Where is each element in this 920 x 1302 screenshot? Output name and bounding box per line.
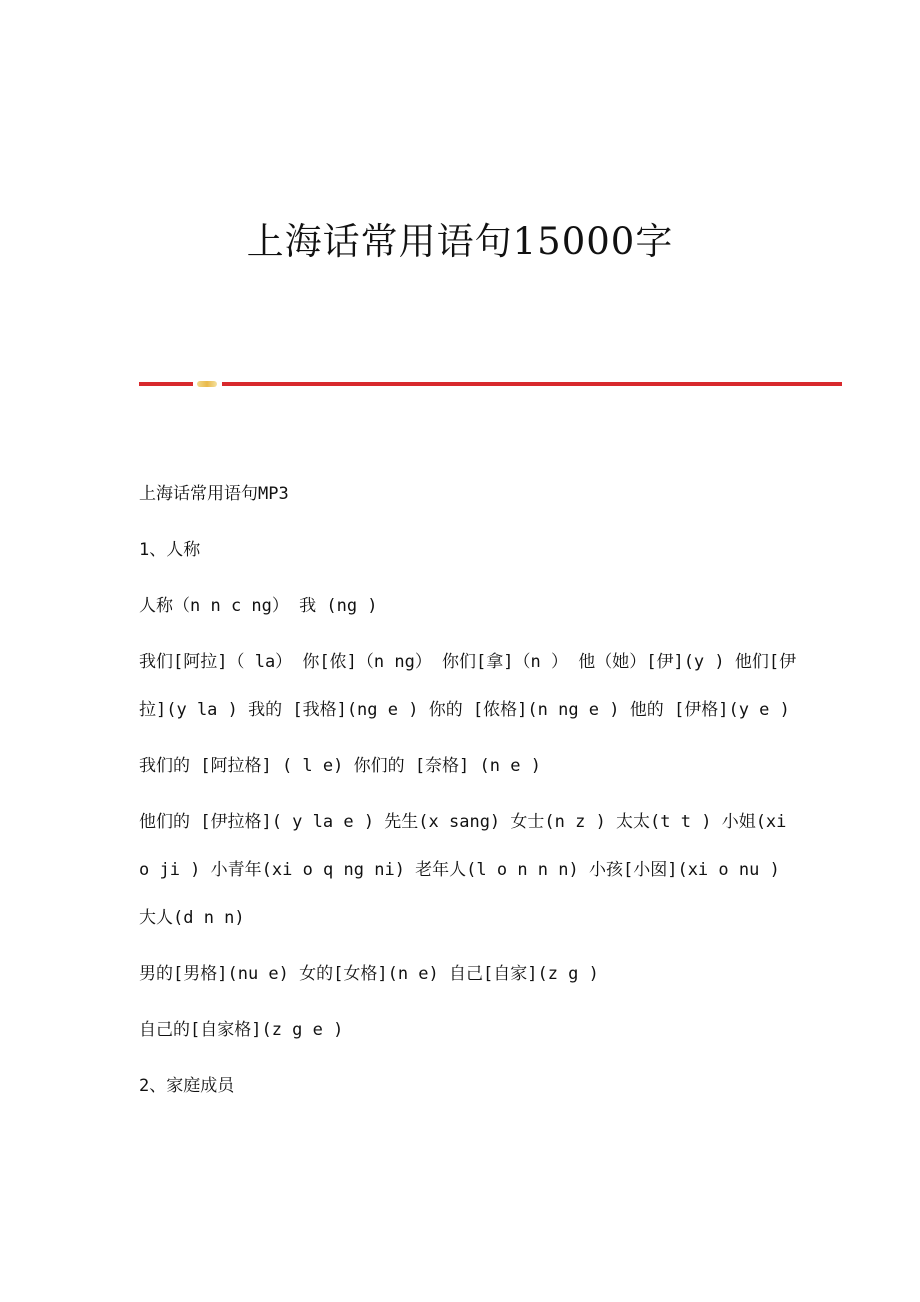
page-title: 上海话常用语句15000字 <box>246 220 674 263</box>
divider-bar-right <box>222 382 842 386</box>
section-heading: 2、家庭成员 <box>139 1076 235 1096</box>
body-paragraph: 自己的[自家格](z g e ) <box>139 1020 344 1040</box>
divider-ornament-icon <box>197 381 217 387</box>
document-body <box>139 470 799 1118</box>
title-divider <box>139 381 842 387</box>
body-paragraph: 男的[男格](nu e) 女的[女格](n e) 自己[自家](z g ) <box>139 964 599 984</box>
section-heading: 1、人称 <box>139 540 201 560</box>
body-paragraph: 上海话常用语句MP3 <box>139 484 289 504</box>
body-paragraph: 人称（n n c ng） 我 (ng ) <box>139 596 378 616</box>
divider-bar-left <box>139 382 193 386</box>
body-paragraph: 他们的 [伊拉格]( y la e ) 先生(x sang) 女士(n z ) 太太(t t ) 小姐(xi o ji ) 小青年(xi o q ng ni) 老年人(l o n n n) 小孩[小囡](xi o nu ) 大人(d n n) <box>139 812 797 928</box>
body-paragraph: 我们的 [阿拉格] ( l e) 你们的 [奈格] (n e ) <box>139 756 541 776</box>
body-paragraph: 我们[阿拉]（ la） 你[侬]（n ng） 你们[拿]（n ） 他（她）[伊](y ) 他们[伊拉](y la ) 我的 [我格](ng e ) 你的 [侬格](n ng e ) 他的 [伊格](y e ) <box>139 652 797 720</box>
